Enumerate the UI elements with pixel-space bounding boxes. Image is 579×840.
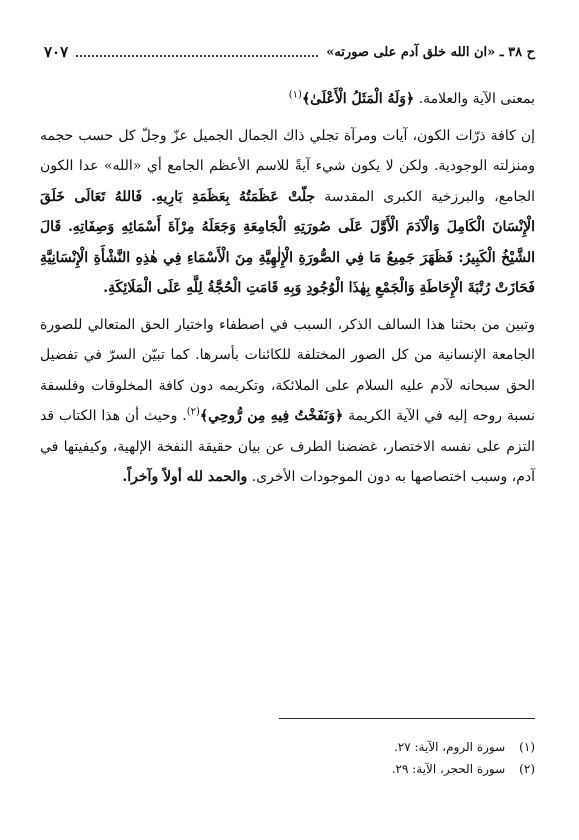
footnote-text: سورة الروم، الآية: ٢٧.: [393, 740, 506, 754]
quran-quote-1: ﴿وَلَهُ الْمَثَلُ الْأَعْلَىٰ﴾: [301, 91, 415, 107]
footnote-1: [44, 736, 535, 758]
page-number: ٧٠٧: [44, 43, 69, 61]
paragraph-2-quote-2: فَاللهُ تَعَالَى خَلَقَ الْإِنْسَانَ الْكَامِلَ وَالْآدَمَ الْأَوَّلَ عَلَى صُورَتِهِ الْجَامِعَةِ وَجَعَلَهُ مِرْآةَ أَسْمَائِهِ وَصِفَاتِهِ.: [40, 188, 536, 235]
footnote-number: (٢): [519, 762, 535, 776]
closing-praise: والحمد لله أولاً وآخراً.: [122, 469, 248, 485]
paragraph-3: [40, 310, 535, 493]
quran-quote-2: ﴿وَنَفَخْتُ فِيهِ مِن رُّوحِي﴾: [199, 408, 344, 424]
paragraph-2-quote-1: جلّتْ عَظَمَتُهُ بِعَظَمَةِ بَارِيهِ.: [151, 188, 316, 205]
paragraph-3-text-1: وتبين من بحثنا هذا السالف الذكر، السبب في اصطفاء واختيار الحق المتعالي للصورة الجامعة الإنسانية من كل الصور المختلفة للكائنات بأسرها. كما تبيّن السرّ في تفضيل الحق سبحانه لآدم عليه السلام على الملائكة، وتكريمه دون كافة المخلوقات وفلسفة نسبة روحه إليه في الآية الكريمة: [40, 316, 536, 424]
paragraph-2: [40, 121, 535, 304]
main-text: [40, 84, 535, 493]
footnote-ref-1: (١): [288, 89, 302, 101]
footnote-2: [44, 758, 535, 780]
footnote-text: سورة الحجر، الآية: ٢٩.: [391, 762, 506, 776]
paragraph-1: [40, 84, 535, 115]
footnote-divider: [279, 718, 535, 719]
footnote-ref-2: (٢): [186, 406, 200, 418]
paragraph-1-text: بمعنى الآية والعلامة.: [418, 91, 535, 107]
footnote-number: (١): [519, 740, 535, 754]
footnotes: [44, 736, 535, 780]
chapter-title: ح ٣٨ ـ «ان الله خلق آدم على صورته»: [326, 44, 535, 60]
header-leader-dots: [76, 55, 318, 57]
paragraph-3-text-2: . وحيث أن هذا الكتاب قد التزم على نفسه الاختصار، غضضنا الطرف عن بيان حقيقة النفخة الإلهية، وكيفيتها في آدم، وسبب اختصاصها به دون الموجودات الأخرى.: [40, 408, 535, 485]
paragraph-2-text: إن كافة ذرّات الكون، آيات ومرآة تجلي ذاك الجمال الجميل عزّ وجلّ كل حسب حجمه ومنزلته الوجودية. ولكن لا يكون شيء آيةً للاسم الأعظم الجامع أي «الله» عدا الكون الجامع، والبرزخية الكبرى المقدسة: [40, 127, 535, 205]
running-header: [44, 40, 535, 64]
paragraph-2-quote-3: قَالَ الشَّيْخُ الْكَبِيرُ: فَظَهَرَ جَمِيعُ مَا فِي الصُّورَةِ الْإِلٰهِيَّةِ مِنَ الْأَسْمَاءِ فِي هٰذِهِ النَّشْأَةِ الْإِنْسَانِيَّةِ فَحَازَتْ رُتْبَةَ الْإِحَاطَةِ وَالْجَمْعِ بِهٰذَا الْوُجُودِ وَبِهِ قَامَتِ الْحُجَّةُ لِلَّهِ عَلَى الْمَلَائِكَةِ.: [40, 219, 535, 296]
